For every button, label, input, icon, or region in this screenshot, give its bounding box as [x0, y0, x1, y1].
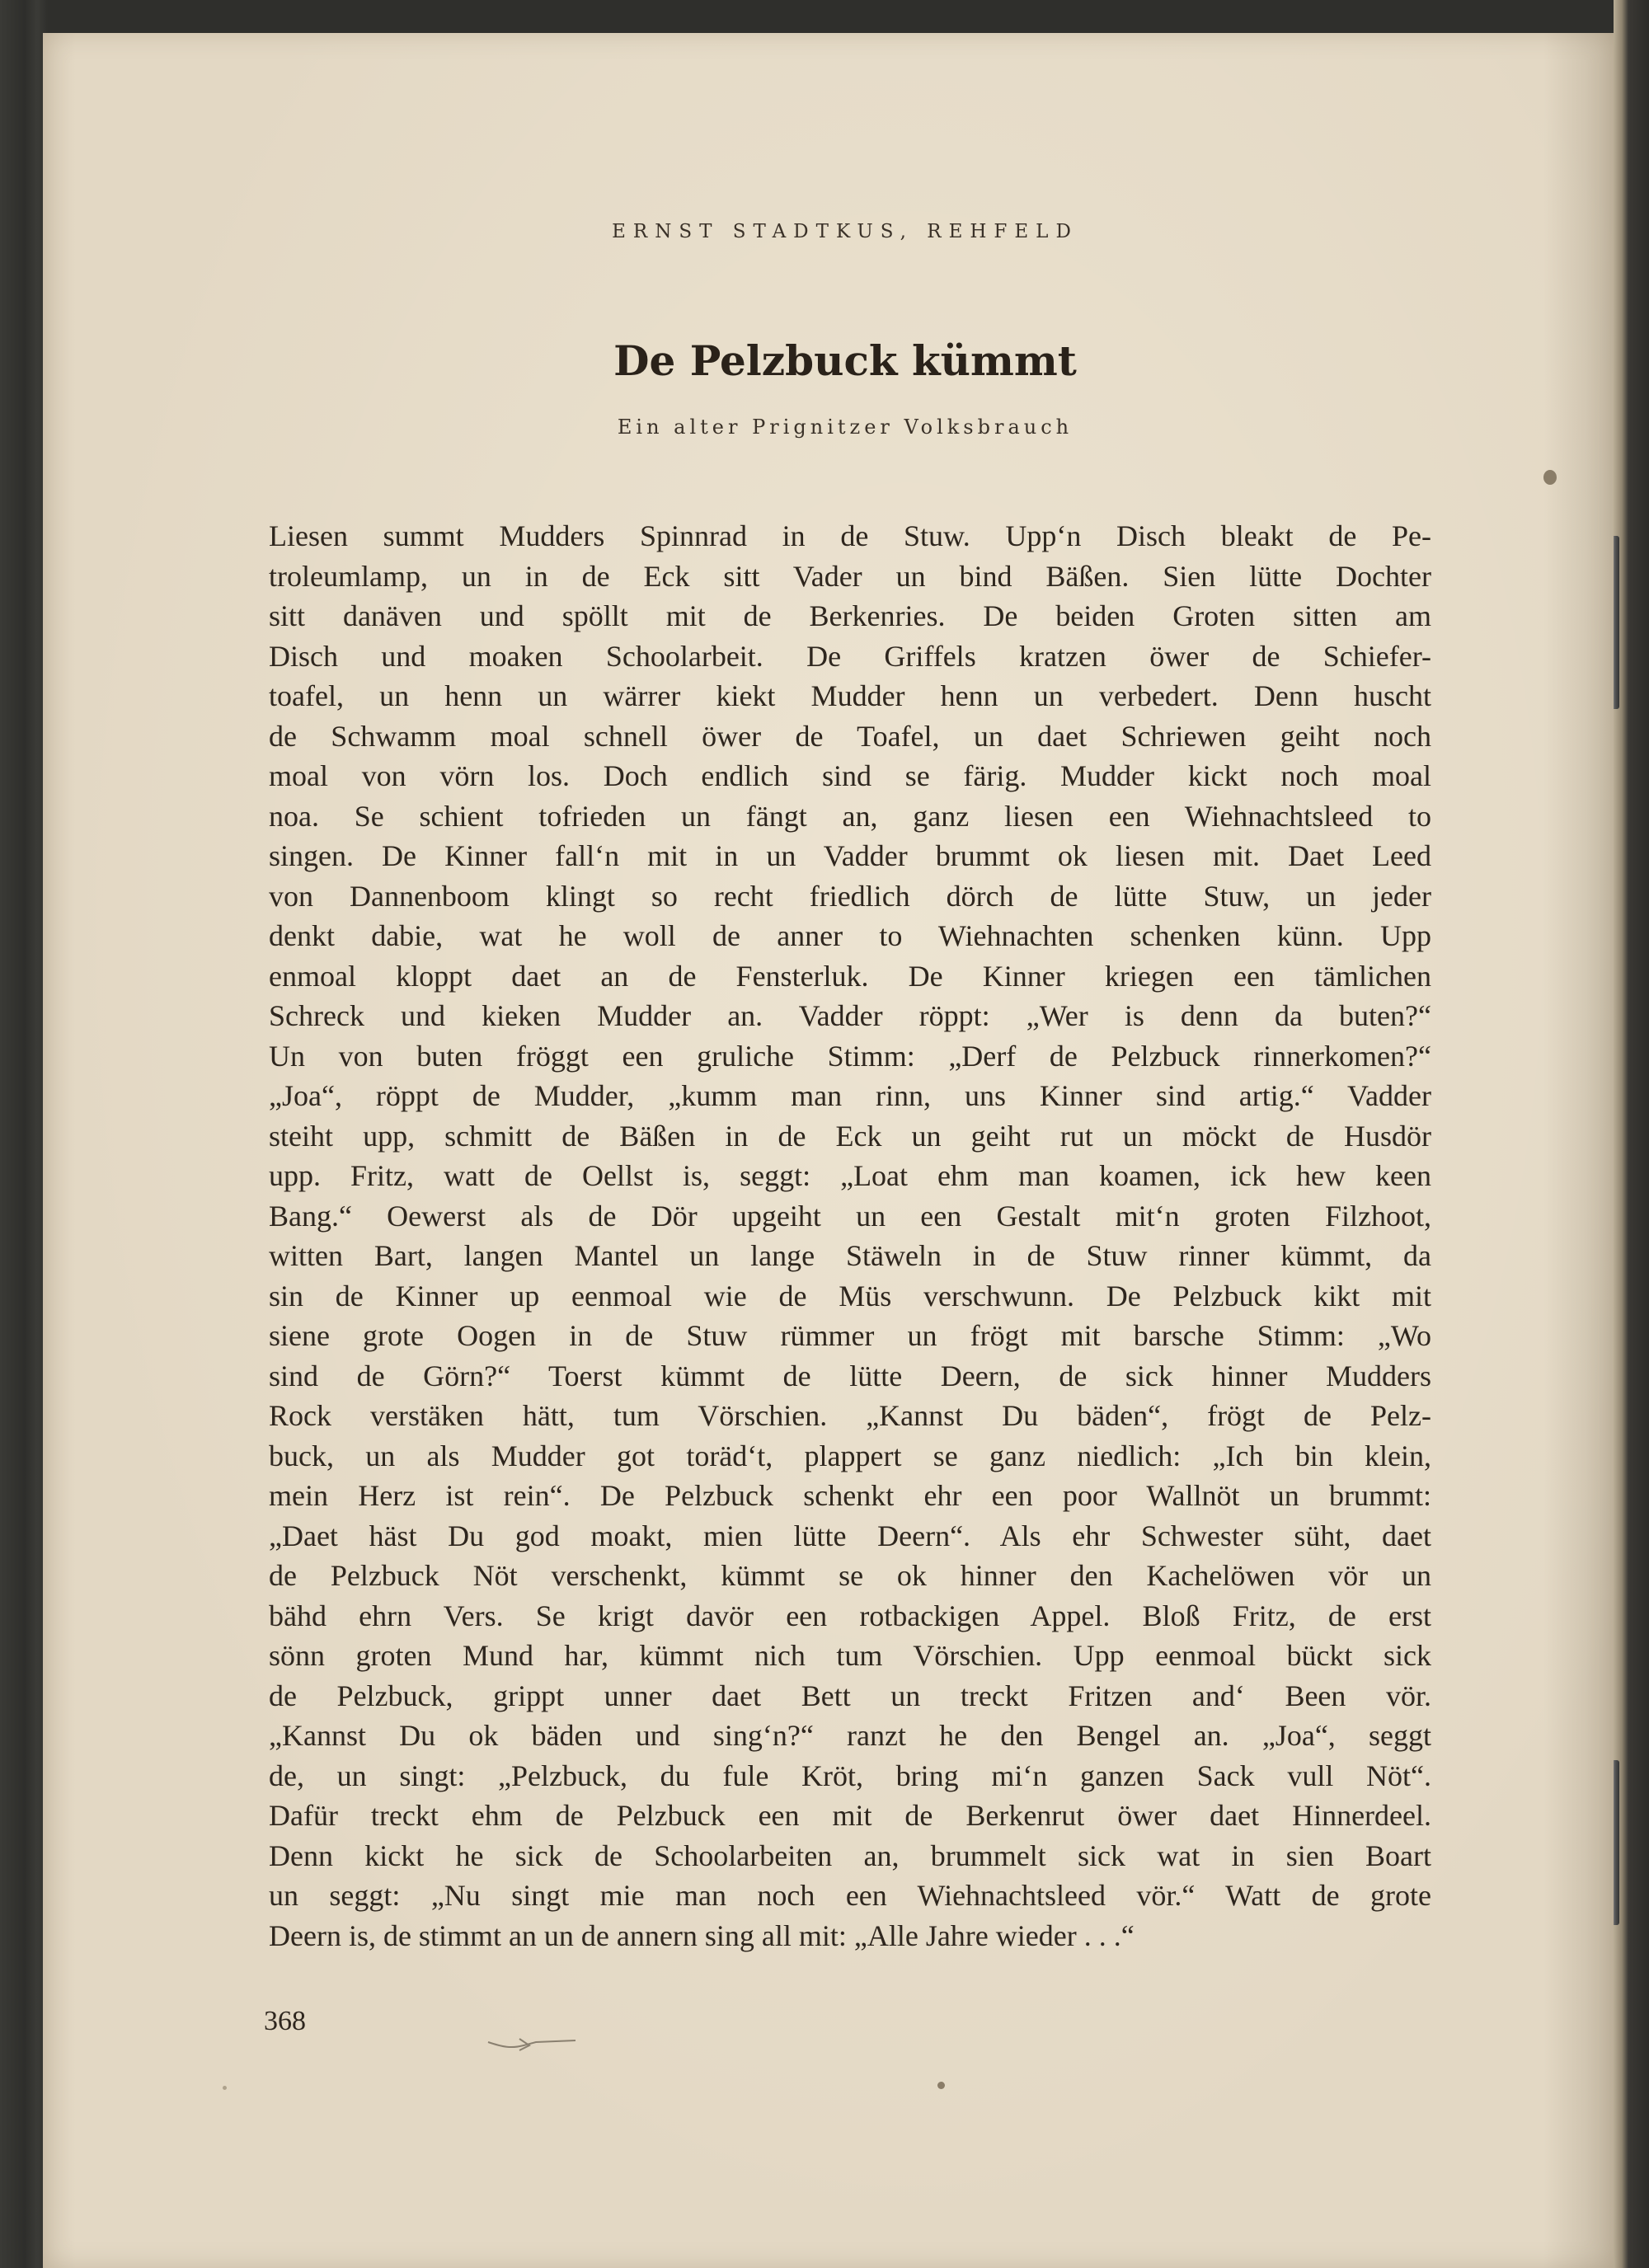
body-line: sönn groten Mund har, kümmt nich tum Vörschien. Upp eenmoal bückt sick: [269, 1639, 1431, 1672]
body-line: Un von buten fröggt een gruliche Stimm: „Derf de Pelzbuck rinnerkomen?“: [269, 1039, 1431, 1073]
body-line: Deern is, de stimmt an un de annern sing all mit: „Alle Jahre wieder . . .“: [269, 1918, 1135, 1952]
body-line: „Daet häst Du god moakt, mien lütte Deern“. Als ehr Schwester süht, daet: [269, 1519, 1431, 1552]
body-line: „Joa“, röppt de Mudder, „kumm man rinn, uns Kinner sind artig.“ Vadder: [269, 1079, 1431, 1112]
page-number: 368: [264, 2006, 306, 2036]
paper-spot: [937, 2082, 945, 2089]
pencil-mark: [486, 2032, 577, 2052]
body-line: Denn kickt he sick de Schoolarbeiten an, brummelt sick wat in sien Boart: [269, 1838, 1431, 1872]
body-line: von Dannenboom klingt so recht friedlich dörch de lütte Stuw, un jeder: [269, 879, 1431, 913]
body-line: de Schwamm moal schnell öwer de Toafel, un daet Schriewen geiht noch: [269, 719, 1431, 753]
author-line: ERNST STADTKUS, REHFELD: [612, 221, 1078, 242]
paper-spot: [1543, 470, 1557, 485]
body-line: mein Herz ist rein“. De Pelzbuck schenkt ehr een poor Wallnöt un brummt:: [269, 1479, 1431, 1512]
body-line: Disch und moaken Schoolarbeit. De Griffels kratzen öwer de Schiefer-: [269, 639, 1431, 673]
body-line: Rock verstäken hätt, tum Vörschien. „Kannst Du bäden“, frögt de Pelz-: [269, 1399, 1431, 1432]
body-line: noa. Se schient tofrieden un fängt an, ganz liesen een Wiehnachtsleed to: [269, 799, 1431, 833]
body-line: upp. Fritz, watt de Oellst is, seggt: „Loat ehm man koamen, ick hew keen: [269, 1159, 1431, 1192]
body-line: troleumlamp, un in de Eck sitt Vader un bind Bäßen. Sien lütte Dochter: [269, 559, 1431, 593]
body-line: de Pelzbuck Nöt verschenkt, kümmt se ok hinner den Kachelöwen vör un: [269, 1559, 1431, 1592]
body-line: steiht upp, schmitt de Bäßen in de Eck un geiht rut un möckt de Husdör: [269, 1119, 1431, 1153]
body-line: singen. De Kinner fall‘n mit in un Vadder brummt ok liesen mit. Daet Leed: [269, 839, 1431, 872]
body-line: un seggt: „Nu singt mie man noch een Wiehnachtsleed vör.“ Watt de grote: [269, 1879, 1431, 1912]
body-line: witten Bart, langen Mantel un lange Stäweln in de Stuw rinner kümmt, da: [269, 1239, 1431, 1272]
body-line: bähd ehrn Vers. Se krigt davör een rotbackigen Appel. Bloß Fritz, de erst: [269, 1599, 1431, 1632]
body-line: de Pelzbuck, grippt unner daet Bett un treckt Fritzen and‘ Been vör.: [269, 1679, 1431, 1712]
body-line: Bang.“ Oewerst als de Dör upgeiht un een Gestalt mit‘n groten Filzhoot,: [269, 1199, 1431, 1233]
article-subtitle: Ein alter Prignitzer Volksbrauch: [617, 416, 1073, 439]
paper-spot: [223, 2086, 227, 2090]
body-line: siene grote Oogen in de Stuw rümmer un frögt mit barsche Stimm: „Wo: [269, 1319, 1431, 1352]
body-line: denkt dabie, wat he woll de anner to Wiehnachten schenken künn. Upp: [269, 919, 1431, 952]
body-line: Schreck und kieken Mudder an. Vadder röppt: „Wer is denn da buten?“: [269, 999, 1431, 1032]
body-line: Liesen summt Mudders Spinnrad in de Stuw. Upp‘n Disch bleakt de Pe-: [269, 519, 1431, 552]
body-line: „Kannst Du ok bäden und sing‘n?“ ranzt he den Bengel an. „Joa“, seggt: [269, 1719, 1431, 1752]
body-line: sin de Kinner up eenmoal wie de Müs verschwunn. De Pelzbuck kikt mit: [269, 1279, 1431, 1312]
body-line: moal von vörn los. Doch endlich sind se färig. Mudder kickt noch moal: [269, 759, 1431, 792]
body-line: sind de Görn?“ Toerst kümmt de lütte Deern, de sick hinner Mudders: [269, 1359, 1431, 1392]
article-title: De Pelzbuck kümmt: [613, 336, 1077, 385]
article-body: [269, 516, 1431, 1956]
body-line: toafel, un henn un wärrer kiekt Mudder henn un verbedert. Denn huscht: [269, 679, 1431, 712]
body-line: de, un singt: „Pelzbuck, du fule Kröt, bring mi‘n ganzen Sack vull Nöt“.: [269, 1759, 1431, 1792]
body-line: buck, un als Mudder got toräd‘t, plappert se ganz niedlich: „Ich bin klein,: [269, 1439, 1431, 1472]
body-line: enmoal kloppt daet an de Fensterluk. De Kinner kriegen een tämlichen: [269, 959, 1431, 993]
body-line: sitt danäven und spöllt mit de Berkenries. De beiden Groten sitten am: [269, 599, 1431, 632]
body-line: Dafür treckt ehm de Pelzbuck een mit de Berkenrut öwer daet Hinnerdeel.: [269, 1799, 1431, 1832]
